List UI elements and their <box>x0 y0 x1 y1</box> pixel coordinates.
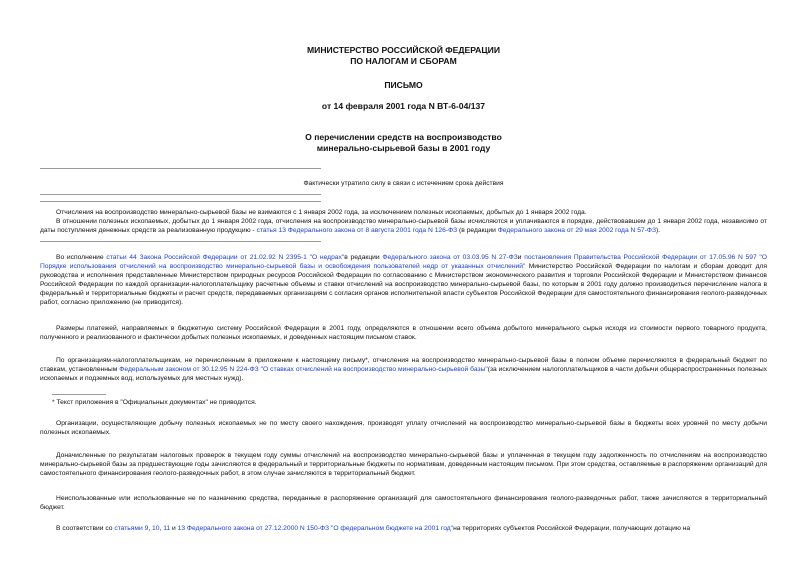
text-span: Во исполнение <box>56 254 107 261</box>
text-span: В соответствии со <box>56 525 115 532</box>
paragraph-4: Организации, осуществляющие добычу полезных ископаемых не по месту своего нахождения, производят уплату отчислений на воспроизводство минерально-сырьевой базы в бюджеты всех уровней по месту добычи полезных ископаемых. <box>40 420 767 436</box>
text-span: (в редакции <box>457 227 498 234</box>
text-span: в редакции <box>344 254 383 261</box>
paragraph-7 <box>40 524 767 533</box>
text-span: , <box>159 525 164 532</box>
ministry-name-line2: ПО НАЛОГАМ И СБОРАМ <box>350 56 457 66</box>
footnote-divider <box>52 394 106 395</box>
document-date-number: от 14 февраля 2001 года N ВТ-6-04/137 <box>321 101 486 111</box>
text-span: ). <box>656 227 661 234</box>
divider <box>40 201 321 202</box>
link-budget-law-art9[interactable]: статьями 9 <box>114 525 149 532</box>
link-law-nedra-art44[interactable]: статьи 44 Закона Российской Федерации от 21.02.92 N 2395-1 "О недрах" <box>106 254 345 261</box>
text-span: (за исключением налогоплательщиков в части добычи общераспространенных полезных ископаемых и подземных вод, используемых для местных нужд). <box>40 366 768 382</box>
document-title-line2: минерально-сырьевой базы в 2001 году <box>316 143 491 153</box>
amendment-note-1: Отчисления на воспроизводство минерально-сырьевой базы не взимаются с 1 января 2002 года, за исключением полезных ископаемых, добытых до 1 января 2002 года. <box>56 209 587 216</box>
text-span: на территориях субъектов Российской Федерации, получающих дотацию на <box>453 525 691 532</box>
paragraph-6: Неиспользованные или использованные не по назначению средства, переданные в распоряжение организаций для самостоятельного финансирования геолого-разведочных работ, также зачисляются в территориальный бюджет. <box>40 495 767 511</box>
paragraph-3 <box>40 356 767 383</box>
divider <box>40 241 321 242</box>
link-budget-law-art11[interactable]: 11 <box>163 525 171 532</box>
text-span: В отношении полезных ископаемых, добытых до 1 января 2002 года, отчисления на воспроизводство минерально-сырьевой базы исчисляются и уплачиваются в порядке, действовавшем до 1 января 2002 года, независимо от даты поступления денежных средств за реализованную продукцию - <box>40 218 767 234</box>
link-government-decree-597[interactable]: постановления Правительства Российской Федерации от 17.05.96 N 597 "О Порядке использования отчислений на воспроизводство минерально-сырьевой базы и освобождения пользователей недр от указанных отчислений" <box>40 254 767 270</box>
text-span: , <box>148 525 153 532</box>
link-law-126fz-art13[interactable]: статья 13 Федерального закона от 8 августа 2001 года N 126-ФЗ <box>256 227 458 234</box>
link-law-27fz[interactable]: Федерального закона от 03.03.95 N 27-ФЗ <box>382 254 518 261</box>
footnote: * Текст приложения в "Официальных документах" не приводится. <box>52 399 257 406</box>
text-span: По организациям-налогоплательщикам, не перечисленным в приложении к настоящему письму*, отчисления на воспроизводство минерально-сырьевой базы в полном объеме перечисляются в федеральный бюджет по ставкам, установленным <box>40 357 767 373</box>
amendment-note-2 <box>40 217 767 235</box>
validity-status-note: Фактически утратило силу в связи с истечением срока действия <box>303 180 504 187</box>
divider <box>40 194 321 195</box>
link-budget-law-art10[interactable]: 10 <box>152 525 160 532</box>
text-span: и <box>517 254 525 261</box>
paragraph-5: Доначисленные по результатам налоговых проверок в текущем году суммы отчислений на воспроизводство минерально-сырьевой базы и уплаченная в текущем году задолженность по отчислениям на воспроизводство минерально-сырьевой базы за предшествующие годы зачисляются в федеральный и территориальные бюджеты по нормативам, доведенным настоящим письмом. При этом средства, оставляемые в распоряжении организаций для самостоятельного финансирования геолого-разведочных работ, в этом случае зачисляются в территориальный бюджет. <box>40 452 767 477</box>
ministry-name-line1: МИНИСТЕРСТВО РОССИЙСКОЙ ФЕДЕРАЦИИ <box>306 45 501 55</box>
text-span: и <box>170 525 178 532</box>
link-law-57fz[interactable]: Федерального закона от 29 мая 2002 года N 57-ФЗ <box>497 227 657 234</box>
document-title-line1: О перечислении средств на воспроизводство <box>305 132 502 142</box>
document-type: ПИСЬМО <box>384 80 423 90</box>
paragraph-2: Размеры платежей, направляемых в бюджетную систему Российской Федерации в 2001 году, определяются в отношении всего объема добытого минерального сырья исходя из стоимости первого товарного продукта, полученного и реализованного и фактически добытых полезных ископаемых, и доведенных настоящим письмом ставок. <box>40 325 767 341</box>
link-budget-law-150fz[interactable]: 13 Федерального закона от 27.12.2000 N 150-ФЗ "О федеральном бюджете на 2001 год" <box>177 525 454 532</box>
divider <box>40 168 321 169</box>
paragraph-1 <box>40 253 767 307</box>
text-span: Министерство Российской Федерации по налогам и сборам доводит для руководства и исполнения представленные Министерством природных ресурсов Российской Федерации по согласованию с Министерством экономического развития и торговли Российской Федерации и Министерством финансов Российской Федерации по каждой организации-налогоплательщику расчетные объемы и ставки отчислений на воспроизводство минерально-сырьевой базы, по которым в 2001 году должно производиться перечисление налога в федеральный и территориальные бюджеты и расчет средств, передаваемых организациям с согласия органов исполнительной власти субъектов Российской Федерации для самостоятельного финансирования геолого-разведочных работ, согласно приложению (не приводится). <box>40 263 767 306</box>
link-law-224fz[interactable]: Федеральным законом от 30.12.95 N 224-ФЗ "О ставках отчислений на воспроизводство минерально-сырьевой базы" <box>119 366 488 373</box>
